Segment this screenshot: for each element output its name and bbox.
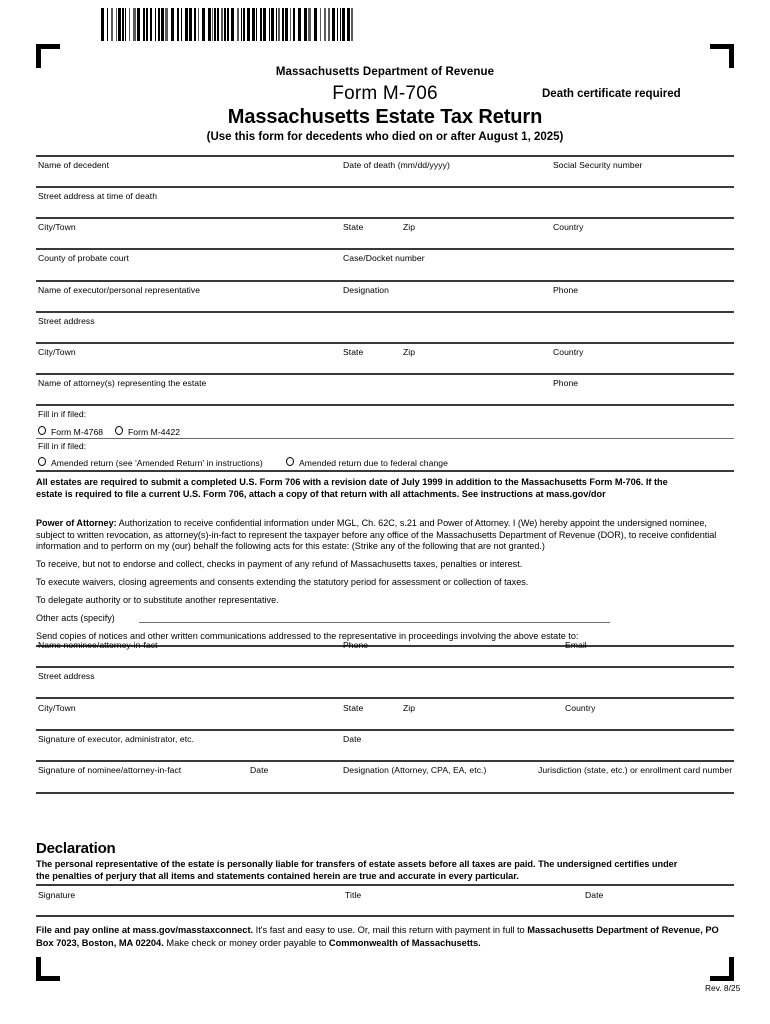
label-designation-full: Designation (Attorney, CPA, EA, etc.) [343, 765, 487, 775]
label-form-m4768: Form M-4768 [51, 427, 104, 437]
label-declaration-date: Date [585, 890, 604, 900]
footer-bold-4: Commonwealth of Massachusetts. [328, 938, 481, 948]
corner-mark-bottom-left [36, 957, 60, 981]
declaration-line-1: The personal representative of the estate is personally liable for transfers of estate assets before all taxes are paid. The undersigned certifies under [36, 859, 678, 869]
label-country-3: Country [565, 703, 596, 713]
label-street-address-1: Street address [38, 316, 95, 326]
label-state-3: State [343, 703, 364, 713]
label-amended-federal-change: Amended return due to federal change [299, 458, 448, 468]
footer-text [36, 924, 736, 950]
divider [36, 280, 734, 282]
checkbox-form-m4422[interactable] [115, 426, 123, 435]
power-of-attorney-intro: Authorization to receive confidential information under MGL, Ch. 62C, s.21 and Power of Attorney. I (We) hereby appoint the undersigned nominee, subject to written revocation, as attorney(s)-in-fact to represent the taxpayer before any office of the Massachusetts Department of Revenue (DOR), to receive confidential information and to perform on my (our) behalf the following acts for this estate: (Strike any of the following that are not granted.) [36, 518, 717, 552]
label-case-docket-number: Case/Docket number [343, 253, 425, 263]
form-number: Form M-706 [332, 83, 438, 104]
label-country-2: Country [553, 347, 584, 357]
divider [36, 884, 734, 886]
label-name-of-executor: Name of executor/personal representative [38, 285, 201, 295]
label-signature-executor: Signature of executor, administrator, etc. [38, 734, 194, 744]
poa-other-acts-label: Other acts (specify) [36, 613, 115, 623]
divider [36, 248, 734, 250]
checkbox-form-m4768[interactable] [38, 426, 46, 435]
divider [36, 217, 734, 219]
label-date-of-death: Date of death (mm/dd/yyyy) [343, 160, 450, 170]
label-signature-nominee: Signature of nominee/attorney-in-fact [38, 765, 182, 775]
power-of-attorney-paragraph [36, 518, 738, 553]
label-phone-1: Phone [553, 285, 579, 295]
divider [36, 342, 734, 344]
label-state-1: State [343, 222, 364, 232]
page-title: Massachusetts Estate Tax Return [227, 106, 543, 128]
label-form-m4422: Form M-4422 [128, 427, 181, 437]
label-fill-in-if-filed-2: Fill in if filed: [38, 441, 87, 451]
label-email: Email [565, 640, 587, 650]
label-jurisdiction: Jurisdiction (state, etc.) or enrollment card number [538, 765, 733, 775]
footer-bold-2: Massachusetts Department of [527, 925, 659, 935]
department-name: Massachusetts Department of Revenue [275, 66, 495, 78]
divider [36, 470, 734, 472]
label-county-probate-court: County of probate court [38, 253, 129, 263]
label-zip-1: Zip [403, 222, 416, 232]
label-name-of-decedent: Name of decedent [38, 160, 110, 170]
divider [36, 186, 734, 188]
declaration-line-2: the penalties of perjury that all items and statements contained herein are true and accurate in every particular. [36, 871, 519, 881]
label-zip-2: Zip [403, 347, 416, 357]
footer-normal-2: Make check or money order payable to [163, 938, 329, 948]
label-name-of-attorneys: Name of attorney(s) representing the estate [38, 378, 207, 388]
notice-line-2: estate is required to file a current U.S. Form 706, attach a copy of that return with all attachments. See instructions at mass.gov/dor [36, 489, 606, 499]
divider [36, 697, 734, 699]
footer-bold-1: File and pay online at mass.gov/masstaxconnect. [36, 925, 254, 935]
label-phone-3: Phone [343, 640, 369, 650]
poa-act-1: To receive, but not to endorse and collect, checks in payment of any refund of Massachusetts taxes, penalties or interest. [36, 559, 523, 569]
label-city-town-1: City/Town [38, 222, 76, 232]
divider [36, 404, 734, 406]
label-zip-3: Zip [403, 703, 416, 713]
label-amended-return: Amended return (see 'Amended Return' in instructions) [51, 458, 263, 468]
poa-send-copies: Send copies of notices and other written communications addressed to the representative in proceedings involving the above estate to: [36, 631, 579, 641]
label-declaration-signature: Signature [38, 890, 76, 900]
label-designation-1: Designation [343, 285, 389, 295]
label-ssn: Social Security number [553, 160, 643, 170]
label-date-1: Date [343, 734, 362, 744]
divider [36, 792, 734, 794]
death-certificate-note: Death certificate required [542, 88, 681, 100]
poa-act-3: To delegate authority or to substitute another representative. [36, 595, 279, 605]
barcode [101, 8, 354, 41]
revision-label: Rev. 8/25 [705, 983, 741, 993]
divider [36, 311, 734, 313]
footer-bold-3: Revenue, PO Box 7023, Boston, MA 02204. [36, 925, 719, 948]
label-fill-in-if-filed-1: Fill in if filed: [38, 409, 87, 419]
footer-normal-1: It's fast and easy to use. Or, mail this return with payment in full to [253, 925, 528, 935]
power-of-attorney-heading: Power of Attorney: [36, 518, 117, 528]
corner-mark-bottom-right [710, 957, 734, 981]
divider [36, 915, 734, 917]
divider [36, 666, 734, 668]
divider [36, 155, 734, 157]
divider [36, 438, 734, 439]
checkbox-amended-federal-change[interactable] [286, 457, 294, 466]
form-subtitle: (Use this form for decedents who died on or after August 1, 2025) [206, 131, 564, 143]
divider [36, 373, 734, 375]
divider [36, 760, 734, 762]
notice-line-1: All estates are required to submit a completed U.S. Form 706 with a revision date of July 1999 in addition to the Massachusetts Form M-706. If the [36, 477, 668, 487]
label-country-1: Country [553, 222, 584, 232]
label-street-address-at-death: Street address at time of death [38, 191, 158, 201]
label-phone-2: Phone [553, 378, 579, 388]
other-acts-input-line[interactable] [139, 622, 610, 623]
corner-mark-top-left [36, 44, 60, 68]
poa-act-2: To execute waivers, closing agreements and consents extending the statutory period for assessment or collection of taxes. [36, 577, 529, 587]
corner-mark-top-right [710, 44, 734, 68]
label-name-nominee: Name nominee/attorney-in-fact [38, 640, 158, 650]
label-state-2: State [343, 347, 364, 357]
declaration-heading: Declaration [36, 840, 116, 857]
label-declaration-title: Title [345, 890, 362, 900]
label-city-town-3: City/Town [38, 703, 76, 713]
divider [36, 729, 734, 731]
label-date-2: Date [250, 765, 269, 775]
label-city-town-2: City/Town [38, 347, 76, 357]
label-street-address-2: Street address [38, 671, 95, 681]
checkbox-amended-return[interactable] [38, 457, 46, 466]
